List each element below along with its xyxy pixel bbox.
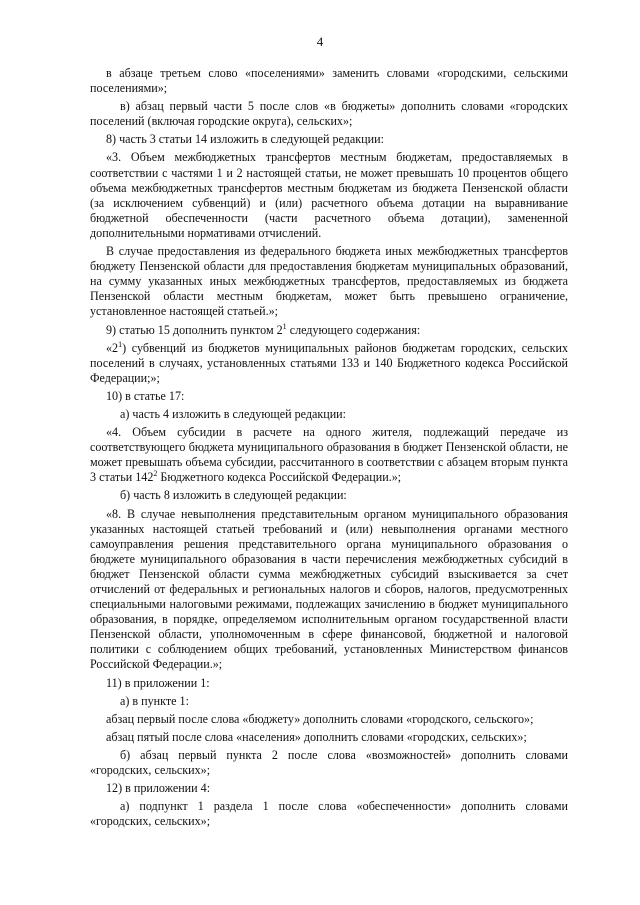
paragraph: абзац первый после слова «бюджету» дополнить словами «городского, сельского»; xyxy=(106,711,534,726)
superscript: 1 xyxy=(282,321,287,331)
paragraph xyxy=(90,323,568,338)
paragraph: «3. Объем межбюджетных трансфертов местным бюджетам, предоставляемых в соответствии с частями 1 и 2 настоящей статьи, не может превышать 10 процентов общего объема межбюджетных трансфертов местным бюджетам из бюджета Пензенской области (за исключением субвенций) и (или) расчетного объема дотации на выравнивание бюджетной обеспеченности (части расчетного объема дотации), замененной дополнительными нормативами отчислений. xyxy=(90,150,568,240)
text-run: 9) статью 15 дополнить пунктом 2 xyxy=(106,322,283,337)
paragraph: 10) в статье 17: xyxy=(106,388,185,403)
text-run: «4. Объем субсидии в расчете на одного жителя, подлежащий передаче из соответствующего бюджета муниципального образования в бюджет Пензенской области, не может превышать объема субсидии, рассчитанного в соответствии с абзацем вторым пункта 3 статьи 142 xyxy=(90,425,568,485)
paragraph: абзац пятый после слова «населения» дополнить словами «городских, сельских»; xyxy=(106,729,527,744)
paragraph: 12) в приложении 4: xyxy=(106,781,211,796)
paragraph: б) часть 8 изложить в следующей редакции: xyxy=(120,488,347,503)
paragraph: б) абзац первый пункта 2 после слова «возможностей» дополнить словами «городских, сельских»; xyxy=(90,747,568,778)
text-run: «2 xyxy=(106,340,119,355)
paragraph: а) часть 4 изложить в следующей редакции: xyxy=(120,406,346,421)
paragraph: а) подпункт 1 раздела 1 после слова «обеспеченности» дополнить словами «городских, сельских»; xyxy=(90,799,568,829)
superscript: 1 xyxy=(118,339,123,349)
text-run: Бюджетного кодекса Российской Федерации.»; xyxy=(157,470,402,485)
paragraph xyxy=(90,425,568,485)
paragraph: в) абзац первый части 5 после слов «в бюджеты» дополнить словами «городских поселений (включая городские округа), сельских»; xyxy=(90,99,568,129)
paragraph: 8) часть 3 статьи 14 изложить в следующей редакции: xyxy=(106,132,384,147)
document-body xyxy=(90,66,568,832)
paragraph: «8. В случае невыполнения представительным органом муниципального образования указанных настоящей статьей требований и (или) невыполнения органами местного самоуправления решения представительного органа муниципального образования о бюджете муниципального образования в части перечисления межбюджетных субсидий в бюджет Пензенской области сумма межбюджетных субсидий взыскивается за счет отчислений от федеральных и региональных налогов и сборов, налогов, предусмотренных специальными налоговыми режимами, подлежащих зачислению в бюджет муниципального образования, в порядке, определяемом исполнительным органом государственной власти Пензенской области, уполномоченным в сфере финансовой, бюджетной и налоговой политики с соблюдением общих требований, установленных Министерством финансов Российской Федерации.»; xyxy=(90,506,568,672)
paragraph: В случае предоставления из федерального бюджета иных межбюджетных трансфертов бюджету Пензенской области для предоставления бюджетам муниципальных образований, на сумму указанных иных межбюджетных трансфертов, предоставляемых из бюджета Пензенской области местным бюджетам, может быть превышено ограничение, установленное настоящей статьей.»; xyxy=(90,244,568,319)
page-number: 4 xyxy=(316,34,324,49)
text-run: следующего содержания: xyxy=(286,322,421,337)
superscript: 2 xyxy=(153,469,158,479)
paragraph: 11) в приложении 1: xyxy=(106,675,210,690)
paragraph: а) в пункте 1: xyxy=(120,693,189,708)
paragraph xyxy=(90,341,568,386)
text-run: ) субвенций из бюджетов муниципальных районов бюджетам городских, сельских поселений в случаях, установленных статьями 133 и 140 Бюджетного кодекса Российской Федерации;»; xyxy=(90,340,568,385)
paragraph: в абзаце третьем слово «поселениями» заменить словами «городскими, сельскими поселениями»; xyxy=(90,66,568,96)
